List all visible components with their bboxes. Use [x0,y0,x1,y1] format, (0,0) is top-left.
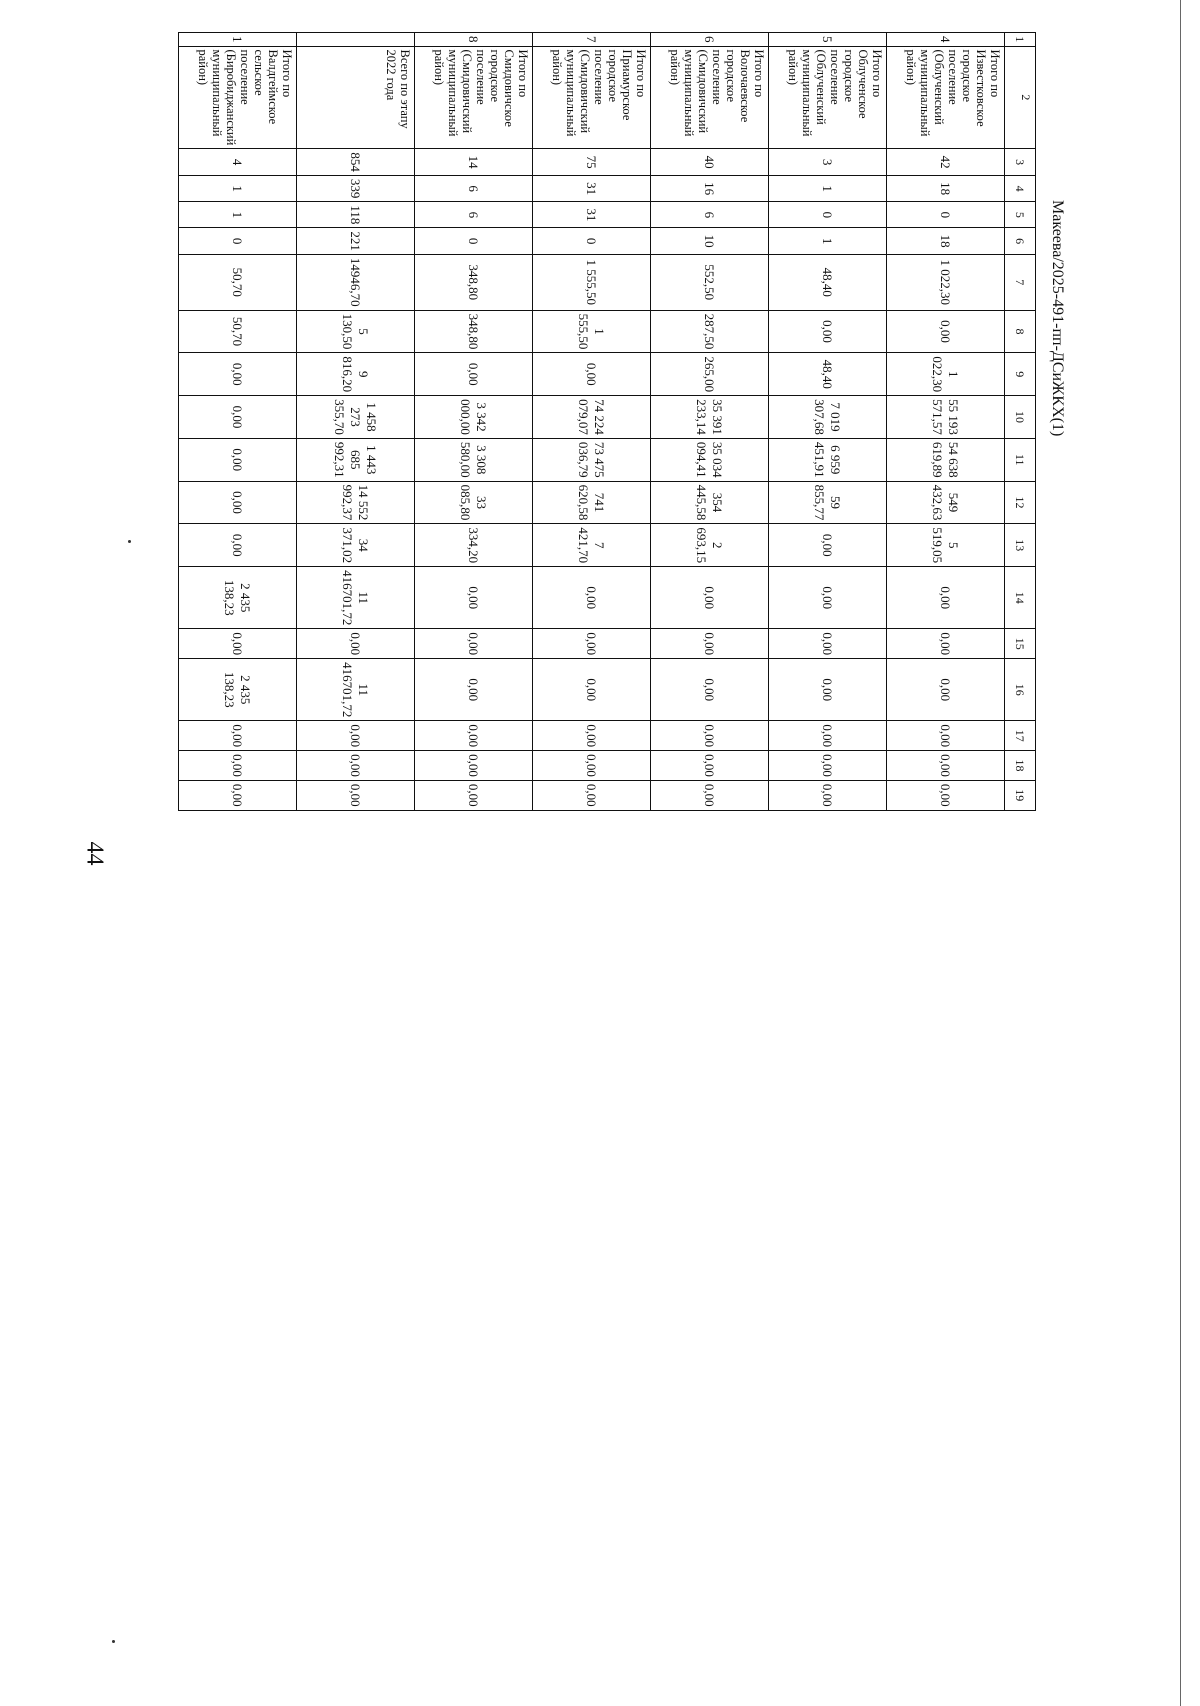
table-cell: 0,00 [179,353,297,396]
table-cell: 42 [887,149,1005,176]
table-cell: 4 [179,149,297,176]
column-header-10: 10 [1005,396,1036,439]
row-label-cell: Итого по Облученское городское поселение (Облученский муниципальный район) [769,46,887,149]
table-cell: 0,00 [651,629,769,659]
table-cell: 0,00 [887,659,1005,721]
table-cell: 0,00 [415,567,533,629]
column-header-6: 6 [1005,228,1036,255]
column-header-12: 12 [1005,481,1036,524]
table-row [297,33,415,811]
table-cell: 73 475 036,79 [533,438,651,481]
table-cell: 0,00 [297,629,415,659]
table-cell: 2 435 138,23 [179,659,297,721]
table-cell: 0,00 [297,751,415,781]
table-cell: 1 [179,202,297,228]
table-cell: 6 959 451,91 [769,438,887,481]
table-cell: 0,00 [533,751,651,781]
table-cell: 0,00 [415,721,533,751]
table-cell: 16 [651,175,769,202]
table-cell: 0,00 [533,567,651,629]
table-cell: 11 416701,72 [297,567,415,629]
table-cell: 1 555,50 [533,254,651,310]
table-cell: 8 [415,33,533,47]
data-table [178,32,1036,811]
table-cell: 75 [533,149,651,176]
table-cell: 48,40 [769,353,887,396]
table-cell: 18 [887,175,1005,202]
table-cell: 48,40 [769,254,887,310]
table-cell: 3 342 000,00 [415,396,533,439]
table-cell: 0,00 [651,780,769,810]
column-header-3: 3 [1005,149,1036,176]
page-number: 44 [81,841,108,866]
table-cell: 0,00 [769,310,887,353]
table-cell: 0,00 [651,751,769,781]
table-cell: 0 [179,228,297,255]
column-header-8: 8 [1005,310,1036,353]
table-cell: 14 552 992,37 [297,481,415,524]
table-cell: 0,00 [415,629,533,659]
table-cell: 6 [651,202,769,228]
table-row [533,33,651,811]
table-cell: 3 308 580,00 [415,438,533,481]
table-cell: 0,00 [651,721,769,751]
table-row [769,33,887,811]
table-row [415,33,533,811]
column-header-19: 19 [1005,780,1036,810]
header-row [1005,33,1036,811]
table-cell: 0,00 [533,629,651,659]
column-header-17: 17 [1005,721,1036,751]
table-cell: 348,80 [415,310,533,353]
column-header-15: 15 [1005,629,1036,659]
table-row [651,33,769,811]
table-cell: 7 [533,33,651,47]
table-cell: 0,00 [769,721,887,751]
table-cell: 1 [179,175,297,202]
scan-edge-line [1180,0,1181,1706]
table-cell: 265,00 [651,353,769,396]
table-cell: 339 [297,175,415,202]
table-cell: 54 638 619,89 [887,438,1005,481]
table-cell: 14946,70 [297,254,415,310]
column-header-9: 9 [1005,353,1036,396]
table-cell: 74 224 079,07 [533,396,651,439]
document-reference: Макеева/2025-491-пп-ДСиЖКХ(1) [1049,200,1066,437]
table-cell: 0,00 [651,659,769,721]
table-cell: 1 022,30 [887,254,1005,310]
table-cell: 3 [769,149,887,176]
table-cell: 7 019 307,68 [769,396,887,439]
table-cell: 1 443 685 992,31 [297,438,415,481]
row-label-cell: Итого по Известковское городское поселение (Облученский муниципальный район) [887,46,1005,149]
column-header-18: 18 [1005,751,1036,781]
column-header-4: 4 [1005,175,1036,202]
table-cell: 0,00 [769,751,887,781]
table-cell: 5 130,50 [297,310,415,353]
table-cell: 0,00 [887,721,1005,751]
table-cell: 4 [887,33,1005,47]
table-cell: 0 [533,228,651,255]
column-header-2: 2 [1005,46,1036,149]
row-label-cell: Итого по Приамурское городское поселение (Смидовичский муниципальный район) [533,46,651,149]
table-cell: 9 816,20 [297,353,415,396]
table-cell: 0,00 [887,567,1005,629]
table-cell: 18 [887,228,1005,255]
data-table-rotated [178,32,1036,811]
table-cell: 854 [297,149,415,176]
table-cell: 0,00 [533,659,651,721]
table-cell: 11 416701,72 [297,659,415,721]
table-cell: 5 [769,33,887,47]
table-cell: 0,00 [415,780,533,810]
table-cell: 0,00 [769,567,887,629]
table-cell: 221 [297,228,415,255]
table-cell: 7 421,70 [533,524,651,567]
table-cell: 0,00 [887,751,1005,781]
table-cell: 0,00 [887,310,1005,353]
table-cell: 0,00 [179,396,297,439]
table-cell: 0 [415,228,533,255]
table-cell: 0,00 [651,567,769,629]
table-cell: 1 458 273 355,70 [297,396,415,439]
table-cell: 59 855,77 [769,481,887,524]
table-cell: 0,00 [415,751,533,781]
table-cell: 0,00 [533,780,651,810]
table-cell: 14 [415,149,533,176]
table-cell: 6 [415,175,533,202]
table-cell: 31 [533,175,651,202]
table-cell: 0,00 [887,629,1005,659]
table-cell: 6 [651,33,769,47]
table-cell: 10 [651,228,769,255]
table-cell: 334,20 [415,524,533,567]
table-cell: 0,00 [415,659,533,721]
table-cell: 6 [415,202,533,228]
table-cell: 1 [769,175,887,202]
table-cell: 40 [651,149,769,176]
table-cell: 549 432,63 [887,481,1005,524]
column-header-13: 13 [1005,524,1036,567]
table-cell: 0,00 [769,659,887,721]
scan-speck [128,540,131,543]
table-cell: 2 435 138,23 [179,567,297,629]
table-cell: 0,00 [179,780,297,810]
table-row [887,33,1005,811]
table-cell: 1 [179,33,297,47]
table-cell: 0 [887,202,1005,228]
table-cell: 348,80 [415,254,533,310]
table-row [179,33,297,811]
table-cell: 287,50 [651,310,769,353]
table-cell: 0,00 [179,481,297,524]
row-label-cell: Итого по Волочаевское городское поселение (Смидовичский муниципальный район) [651,46,769,149]
table-cell: 0,00 [297,780,415,810]
table-cell: 0,00 [769,629,887,659]
table-cell: 0,00 [179,751,297,781]
column-header-5: 5 [1005,202,1036,228]
table-cell [297,33,415,47]
table-cell: 0,00 [179,721,297,751]
row-label-cell: Всего по этапу 2022 года [297,46,415,149]
table-cell: 33 085,80 [415,481,533,524]
table-cell: 5 519,05 [887,524,1005,567]
table-cell: 0,00 [415,353,533,396]
table-cell: 0,00 [533,721,651,751]
table-cell: 0,00 [297,721,415,751]
table-cell: 1 555,50 [533,310,651,353]
row-label-cell: Итого по Валдгеймское сельское поселение (Биробиджанский муниципальный район) [179,46,297,149]
table-cell: 35 034 094,41 [651,438,769,481]
table-cell: 1 022,30 [887,353,1005,396]
table-cell: 354 445,58 [651,481,769,524]
table-cell: 0,00 [179,438,297,481]
table-cell: 741 620,58 [533,481,651,524]
row-label-cell: Итого по Смидовичское городское поселение (Смидовичский муниципальный район) [415,46,533,149]
table-cell: 0,00 [179,524,297,567]
table-cell: 552,50 [651,254,769,310]
table-cell: 35 391 233,14 [651,396,769,439]
table-cell: 0,00 [533,353,651,396]
table-cell: 55 193 571,57 [887,396,1005,439]
table-cell: 0,00 [769,524,887,567]
scan-speck [112,1640,115,1643]
column-header-14: 14 [1005,567,1036,629]
column-header-11: 11 [1005,438,1036,481]
table-cell: 0,00 [179,629,297,659]
table-cell: 1 [769,228,887,255]
table-cell: 0 [769,202,887,228]
table-cell: 50,70 [179,310,297,353]
table-cell: 2 693,15 [651,524,769,567]
table-cell: 34 371,02 [297,524,415,567]
table-cell: 118 [297,202,415,228]
table-cell: 50,70 [179,254,297,310]
table-cell: 0,00 [887,780,1005,810]
column-header-7: 7 [1005,254,1036,310]
table-cell: 31 [533,202,651,228]
column-header-16: 16 [1005,659,1036,721]
column-header-1: 1 [1005,33,1036,47]
table-cell: 0,00 [769,780,887,810]
